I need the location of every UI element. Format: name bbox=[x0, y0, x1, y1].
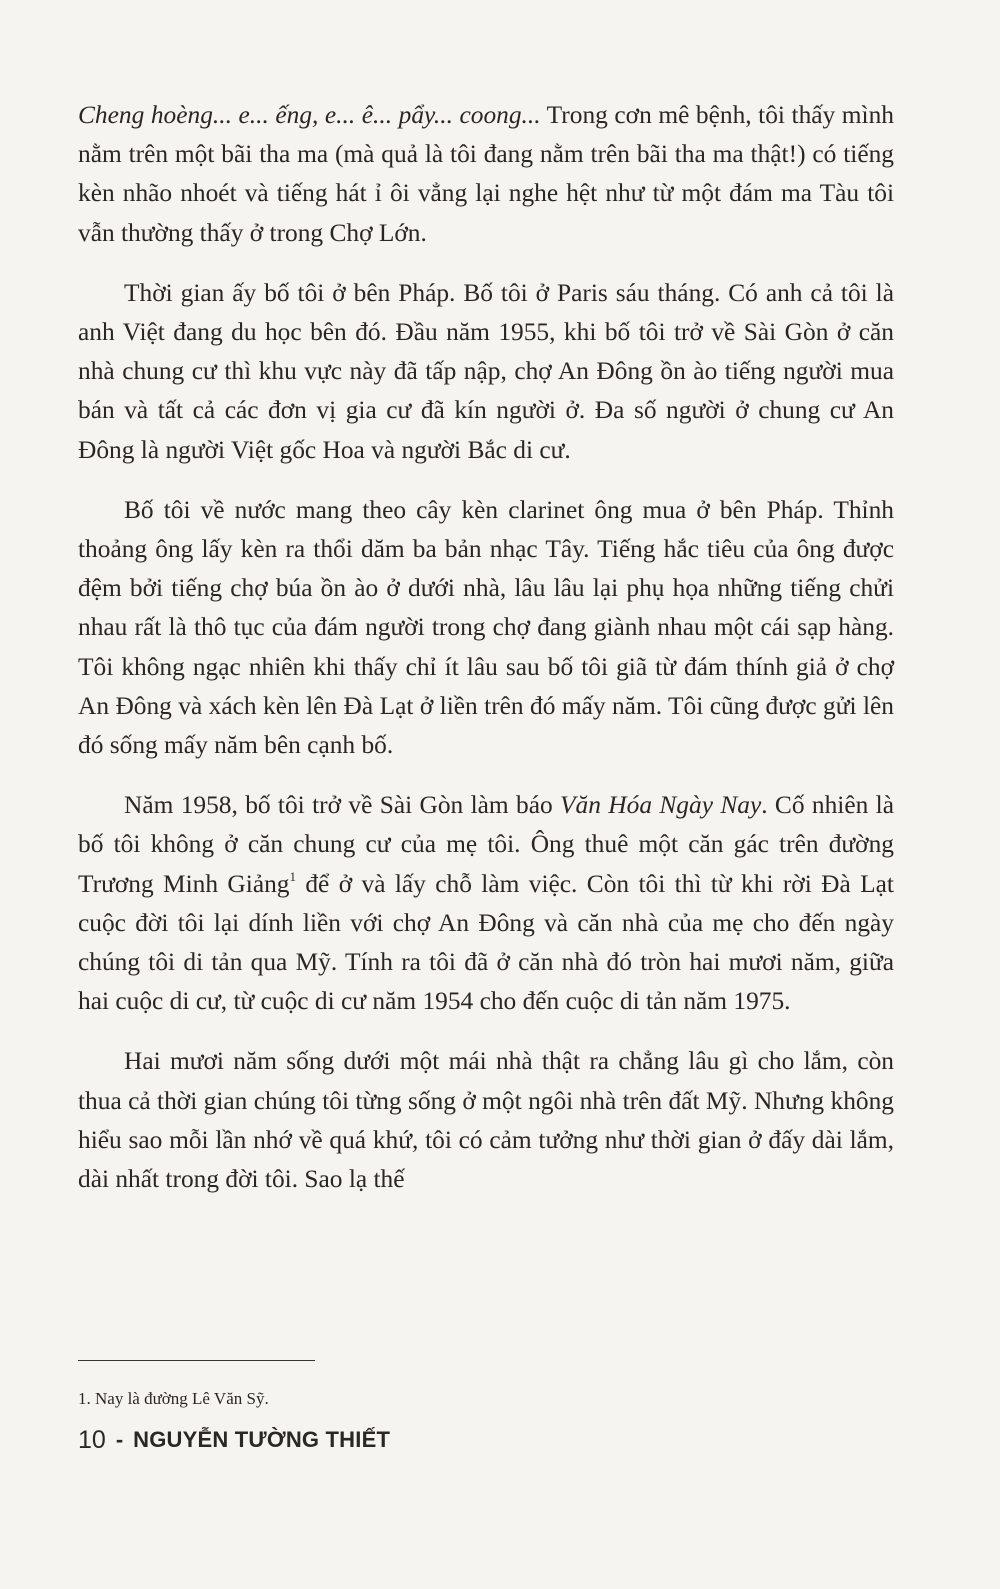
author-name: NGUYỄN TƯỜNG THIẾT bbox=[133, 1427, 391, 1452]
page-footer bbox=[78, 1426, 390, 1454]
paragraph-4-before: Năm 1958, bố tôi trở về Sài Gòn làm báo bbox=[124, 791, 561, 820]
paragraph-2: Thời gian ấy bố tôi ở bên Pháp. Bố tôi ở Paris sáu tháng. Có anh cả tôi là anh Việt đang du học bên đó. Đầu năm 1955, khi bố tôi trở về Sài Gòn ở căn nhà chung cư thì khu vực này đã tấp nập, chợ An Đông ồn ào tiếng người mua bán và tất cả các đơn vị gia cư đã kín người ở. Đa số người ở chung cư An Đông là người Việt gốc Hoa và người Bắc di cư. bbox=[78, 278, 894, 464]
footer-separator: - bbox=[115, 1427, 124, 1452]
body-text bbox=[78, 96, 894, 1220]
footnote-reference: 1 bbox=[289, 869, 296, 885]
paragraph-4-after: để ở và lấy chỗ làm việc. Còn tôi thì từ khi rời Đà Lạt cuộc đời tôi lại dính liền với chợ An Đông và căn nhà của mẹ cho đến ngày chúng tôi di tản qua Mỹ. Tính ra tôi đã ở căn nhà đó tròn hai mươi năm, giữa hai cuộc di cư, từ cuộc di cư năm 1954 cho đến cuộc di tản năm 1975. bbox=[78, 869, 894, 1016]
newspaper-title: Văn Hóa Ngày Nay bbox=[560, 791, 762, 820]
paragraph-4 bbox=[78, 786, 894, 1021]
page-number: 10 bbox=[78, 1425, 106, 1454]
footnote: 1. Nay là đường Lê Văn Sỹ. bbox=[78, 1389, 269, 1408]
paragraph-1-text: Trong cơn mê bệnh, tôi thấy mình nằm trên một bãi tha ma (mà quả là tôi đang nằm trên bãi tha ma thật!) có tiếng kèn nhão nhoét và tiếng hát ỉ ôi vẳng lại nghe hệt như từ một đám ma Tàu tôi vẫn thường thấy ở trong Chợ Lớn. bbox=[78, 101, 894, 247]
paragraph-4-middle: . Cố nhiên là bố tôi không ở căn chung cư của mẹ tôi. Ông thuê một căn gác trên đường Trương Minh Giảng bbox=[78, 791, 894, 898]
paragraph-5: Hai mươi năm sống dưới một mái nhà thật ra chẳng lâu gì cho lắm, còn thua cả thời gian chúng tôi từng sống ở một ngôi nhà trên đất Mỹ. Nhưng không hiểu sao mỗi lần nhớ về quá khứ, tôi có cảm tưởng như thời gian ở đấy dài lắm, dài nhất trong đời tôi. Sao lạ thế bbox=[78, 1047, 894, 1194]
paragraph-1-italic-lead: Cheng hoèng... e... ếng, e... ê... pẩy... coong... bbox=[78, 101, 541, 129]
paragraph-1 bbox=[78, 96, 894, 253]
paragraph-3: Bố tôi về nước mang theo cây kèn clarinet ông mua ở bên Pháp. Thỉnh thoảng ông lấy kèn ra thổi dăm ba bản nhạc Tây. Tiếng hắc tiêu của ông được đệm bởi tiếng chợ búa ồn ào ở dưới nhà, lâu lâu lại phụ họa những tiếng chửi nhau rất là thô tục của đám người trong chợ đang giành nhau một cái sạp hàng. Tôi không ngạc nhiên khi thấy chỉ ít lâu sau bố tôi giã từ đám thính giả ở chợ An Đông và xách kèn lên Đà Lạt ở liền trên đó mấy năm. Tôi cũng được gửi lên đó sống mấy năm bên cạnh bố. bbox=[78, 495, 894, 760]
footnote-divider bbox=[78, 1360, 315, 1361]
